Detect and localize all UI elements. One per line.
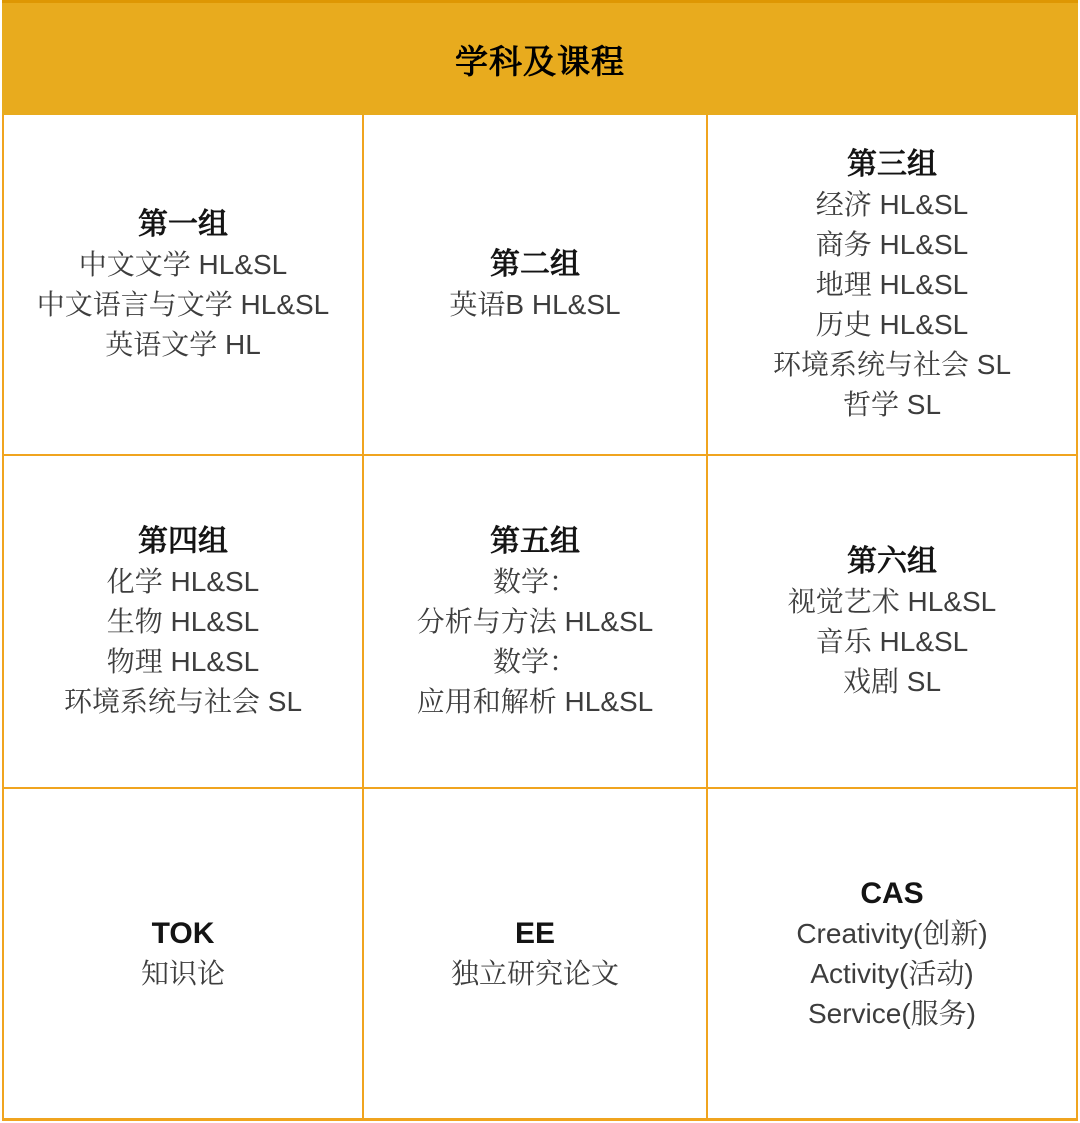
ee-courses (451, 954, 619, 994)
group-6-courses (788, 582, 997, 702)
group-6-title: 第六组 (847, 544, 937, 578)
course-item: 英语B HL&SL (449, 288, 621, 320)
course-item: 化学 HL&SL (106, 565, 260, 597)
course-item: 地理 HL&SL (815, 268, 969, 300)
subjects-grid (2, 115, 1078, 1121)
course-item: 知识论 (140, 957, 225, 989)
group-5-title: 第五组 (490, 524, 580, 558)
tok-courses (141, 954, 225, 994)
tok-cell (4, 789, 362, 1118)
course-item: 生物 HL&SL (106, 605, 260, 637)
group-3-cell (708, 115, 1076, 454)
course-item: Creativity(创新) (796, 917, 988, 949)
group-3-title: 第三组 (847, 147, 937, 181)
group-5-courses (417, 562, 654, 722)
course-item: 环境系统与社会 SL (63, 685, 303, 717)
table-header (2, 0, 1078, 115)
group-1-title: 第一组 (138, 207, 228, 241)
course-item: 数学： (492, 645, 577, 677)
ee-title: EE (514, 916, 556, 950)
course-item: 物理 HL&SL (106, 645, 260, 677)
course-item: 应用和解析 HL&SL (416, 685, 654, 717)
cas-title: CAS (860, 876, 924, 910)
group-6-cell (708, 456, 1076, 787)
group-2-title: 第二组 (490, 247, 580, 281)
course-item: 中文语言与文学 HL&SL (36, 288, 330, 320)
group-4-cell (4, 456, 362, 787)
course-item: 分析与方法 HL&SL (416, 605, 654, 637)
group-3-courses (773, 185, 1011, 425)
course-item: 经济 HL&SL (815, 188, 969, 220)
course-item: 戏剧 SL (842, 665, 942, 697)
cas-courses (796, 914, 987, 1034)
cas-cell (708, 789, 1076, 1118)
group-4-courses (64, 562, 302, 722)
course-item: 中文文学 HL&SL (78, 248, 288, 280)
course-item: 独立研究论文 (450, 957, 619, 989)
group-2-cell (364, 115, 706, 454)
course-item: 英语文学 HL (105, 328, 261, 360)
course-item: 音乐 HL&SL (815, 625, 969, 657)
course-item: 环境系统与社会 SL (772, 348, 1012, 380)
ee-cell (364, 789, 706, 1118)
group-1-courses (37, 245, 330, 365)
group-4-title: 第四组 (138, 524, 228, 558)
tok-title: TOK (151, 916, 215, 950)
course-item: 哲学 SL (842, 388, 942, 420)
table-title: 学科及课程 (455, 42, 625, 80)
course-item: 视觉艺术 HL&SL (787, 585, 997, 617)
course-item: 商务 HL&SL (815, 228, 969, 260)
course-item: 数学： (492, 565, 577, 597)
course-item: Service(服务) (807, 997, 976, 1029)
group-2-courses (449, 285, 620, 325)
group-1-cell (4, 115, 362, 454)
group-5-cell (364, 456, 706, 787)
course-item: Activity(活动) (810, 957, 974, 989)
course-item: 历史 HL&SL (815, 308, 969, 340)
